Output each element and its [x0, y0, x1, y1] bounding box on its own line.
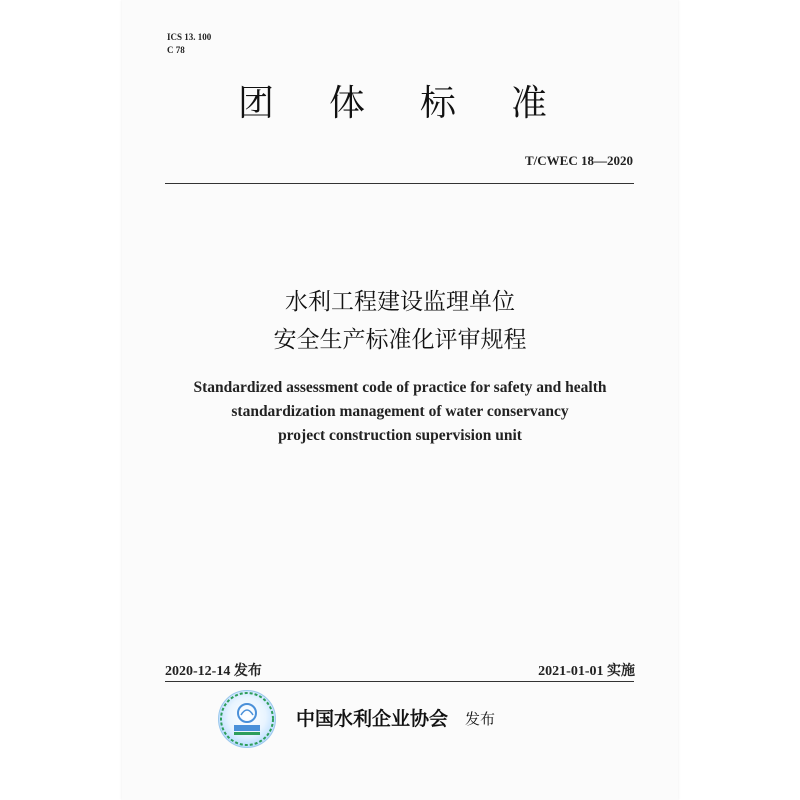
- standard-code: T/CWEC 18—2020: [525, 153, 633, 168]
- ccs-number: C 78: [167, 45, 185, 55]
- english-title-line-1: Standardized assessment code of practice for safety and health: [193, 379, 607, 396]
- english-title-line-2: standardization management of water conservancy: [231, 403, 569, 420]
- english-title-line-3: project construction supervision unit: [278, 427, 522, 444]
- chinese-title-line-2: 安全生产标准化评审规程: [273, 327, 527, 353]
- implement-date: 2021-01-01 实施: [538, 664, 635, 679]
- ics-number: ICS 13. 100: [167, 32, 212, 42]
- english-title: [150, 376, 650, 448]
- footer-divider: [165, 681, 634, 682]
- chinese-title: [160, 283, 640, 359]
- header-divider: [165, 183, 634, 184]
- organization-publish-label: 发布: [465, 710, 496, 728]
- logo-emblem-icon: [219, 691, 275, 747]
- document-type-title: 团体标准: [237, 83, 602, 124]
- publishing-organization: 中国水利企业协会: [296, 708, 449, 730]
- association-logo-icon: [218, 690, 276, 748]
- publish-date: 2020-12-14 发布: [165, 664, 262, 679]
- ics-codes: [167, 31, 211, 57]
- chinese-title-line-1: 水利工程建设监理单位: [285, 289, 515, 315]
